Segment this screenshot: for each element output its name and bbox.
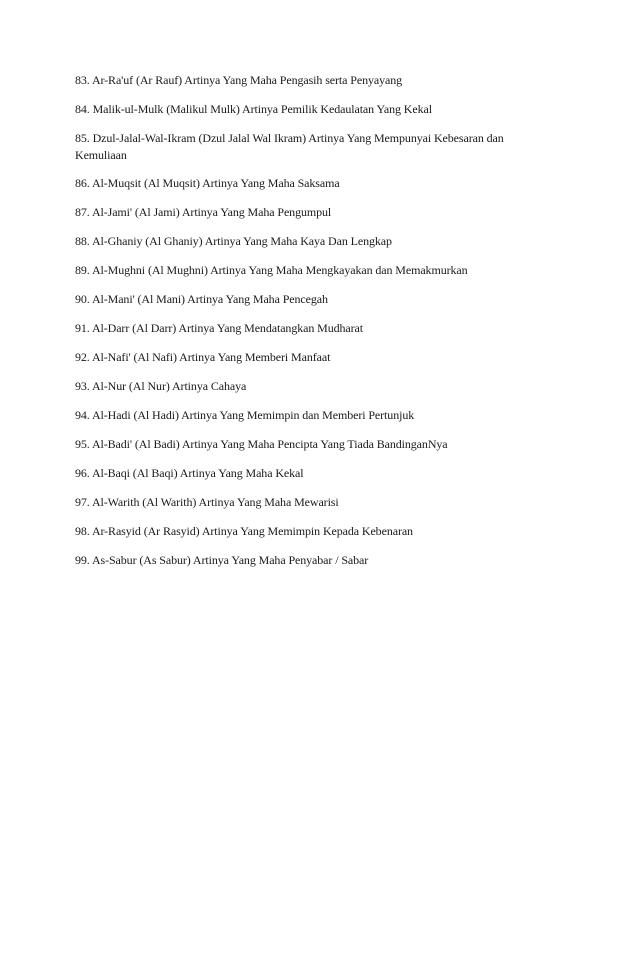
- list-item: 95. Al-Badi' (Al Badi) Artinya Yang Maha Pencipta Yang Tiada BandinganNya: [75, 437, 448, 451]
- list-item: 88. Al-Ghaniy (Al Ghaniy) Artinya Yang Maha Kaya Dan Lengkap: [75, 234, 392, 248]
- list-item: 91. Al-Darr (Al Darr) Artinya Yang Mendatangkan Mudharat: [75, 321, 363, 335]
- asmaul-husna-list: [75, 72, 555, 581]
- list-item: 98. Ar-Rasyid (Ar Rasyid) Artinya Yang Memimpin Kepada Kebenaran: [75, 524, 413, 538]
- list-item: 94. Al-Hadi (Al Hadi) Artinya Yang Memimpin dan Memberi Pertunjuk: [75, 408, 415, 422]
- list-item: 84. Malik-ul-Mulk (Malikul Mulk) Artinya Pemilik Kedaulatan Yang Kekal: [75, 102, 432, 116]
- list-item: 93. Al-Nur (Al Nur) Artinya Cahaya: [75, 379, 247, 393]
- list-item: 90. Al-Mani' (Al Mani) Artinya Yang Maha Pencegah: [75, 292, 328, 306]
- list-item: 96. Al-Baqi (Al Baqi) Artinya Yang Maha Kekal: [75, 466, 304, 480]
- list-item: 83. Ar-Ra'uf (Ar Rauf) Artinya Yang Maha Pengasih serta Penyayang: [75, 73, 403, 87]
- list-item: 87. Al-Jami' (Al Jami) Artinya Yang Maha Pengumpul: [75, 205, 332, 219]
- list-item: 86. Al-Muqsit (Al Muqsit) Artinya Yang Maha Saksama: [75, 176, 340, 190]
- list-item: 99. As-Sabur (As Sabur) Artinya Yang Maha Penyabar / Sabar: [75, 553, 369, 567]
- list-item: 85. Dzul-Jalal-Wal-Ikram (Dzul Jalal Wal Ikram) Artinya Yang Mempunyai Kebesaran dan Kemuliaan: [75, 131, 504, 162]
- list-item: 97. Al-Warith (Al Warith) Artinya Yang Maha Mewarisi: [75, 495, 339, 509]
- list-item: 89. Al-Mughni (Al Mughni) Artinya Yang Maha Mengkayakan dan Memakmurkan: [75, 263, 468, 277]
- list-item: 92. Al-Nafi' (Al Nafi) Artinya Yang Memberi Manfaat: [75, 350, 331, 364]
